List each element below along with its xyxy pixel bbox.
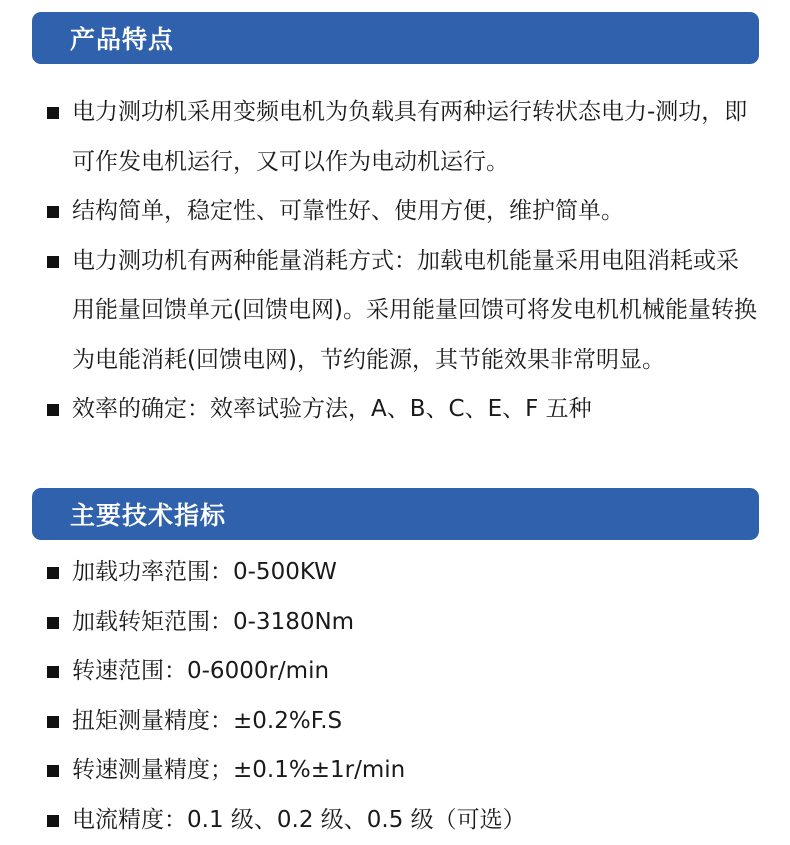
spec-text: 转速测量精度；±0.1%±1r/min xyxy=(72,757,405,783)
spec-text: 加载转矩范围：0-3180Nm xyxy=(72,609,354,635)
feature-text: 电力测功机采用变频电机为负载具有两种运行转状态电力-测功，即可作发电机运行，又可以作为电动机运行。 xyxy=(72,99,747,175)
specs-list-item xyxy=(0,598,790,648)
features-section-header xyxy=(32,12,759,64)
specs-section-title: 主要技术指标 xyxy=(70,496,226,532)
feature-text: 结构简单，稳定性、可靠性好、使用方便，维护简单。 xyxy=(72,198,624,224)
specs-list xyxy=(0,548,790,845)
specs-list-item xyxy=(0,647,790,697)
spec-text: 加载功率范围：0-500KW xyxy=(72,559,337,585)
square-bullet-icon xyxy=(47,404,59,416)
square-bullet-icon xyxy=(47,567,59,579)
spec-text: 扭矩测量精度：±0.2%F.S xyxy=(72,708,342,734)
features-list-item xyxy=(0,88,790,187)
features-list xyxy=(0,88,790,435)
square-bullet-icon xyxy=(47,765,59,777)
square-bullet-icon xyxy=(47,256,59,268)
square-bullet-icon xyxy=(47,716,59,728)
specs-section-header xyxy=(32,488,759,540)
specs-list-item xyxy=(0,746,790,796)
spec-text: 电流精度：0.1 级、0.2 级、0.5 级（可选） xyxy=(72,807,526,833)
specs-list-item xyxy=(0,796,790,845)
features-list-item xyxy=(0,237,790,386)
specs-list-item xyxy=(0,548,790,598)
square-bullet-icon xyxy=(47,107,59,119)
feature-text: 效率的确定：效率试验方法，A、B、C、E、F 五种 xyxy=(72,396,592,422)
features-list-item xyxy=(0,385,790,435)
features-list-item xyxy=(0,187,790,237)
spec-text: 转速范围：0-6000r/min xyxy=(72,658,329,684)
square-bullet-icon xyxy=(47,206,59,218)
features-section-title: 产品特点 xyxy=(70,20,174,56)
square-bullet-icon xyxy=(47,617,59,629)
specs-list-item xyxy=(0,697,790,747)
square-bullet-icon xyxy=(47,666,59,678)
square-bullet-icon xyxy=(47,815,59,827)
feature-text: 电力测功机有两种能量消耗方式：加载电机能量采用电阻消耗或采用能量回馈单元(回馈电网)。采用能量回馈可将发电机机械能量转换为电能消耗(回馈电网)，节约能源，其节能效果非常明显。 xyxy=(72,248,757,373)
